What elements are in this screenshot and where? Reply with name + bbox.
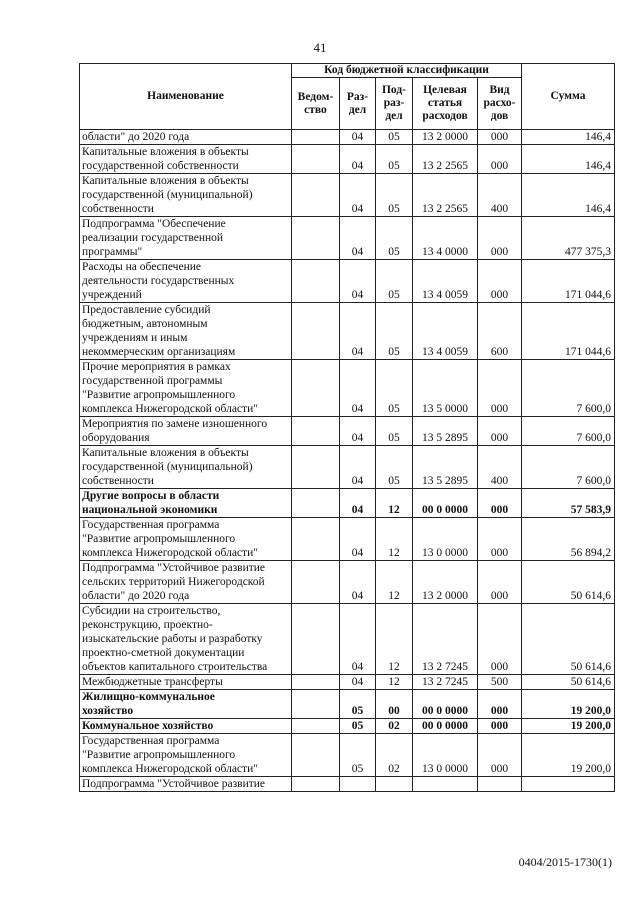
header-name: Наименование (80, 64, 292, 130)
table-row (80, 417, 615, 446)
header-vedomstvo: Ведом- ство (292, 78, 340, 130)
row-podrazdel: 05 (376, 303, 413, 360)
row-celevaya-statya: 00 0 0000 (413, 489, 478, 518)
header-celevaya-statya: Целевая статья расходов (413, 78, 478, 130)
row-celevaya-statya: 13 0 0000 (413, 734, 478, 777)
row-sum: 146,4 (522, 145, 615, 174)
row-razdel: 04 (340, 360, 376, 417)
header-razdel: Раз- дел (340, 78, 376, 130)
header-classification-group: Код бюджетной классификации (292, 64, 522, 78)
row-name: Мероприятия по замене изношенного оборудования (80, 417, 292, 446)
row-podrazdel: 12 (376, 518, 413, 561)
row-celevaya-statya: 13 4 0059 (413, 260, 478, 303)
row-vedomstvo (292, 604, 340, 675)
row-name: Расходы на обеспечение деятельности государственных учреждений (80, 260, 292, 303)
row-razdel: 04 (340, 417, 376, 446)
row-podrazdel (376, 777, 413, 792)
row-name: Прочие мероприятия в рамках государственной программы "Развитие агропромышленного комплекса Нижегородской области" (80, 360, 292, 417)
row-vid-raskhodov: 000 (478, 690, 522, 719)
row-sum: 477 375,3 (522, 217, 615, 260)
row-razdel: 05 (340, 734, 376, 777)
row-celevaya-statya: 13 2 0000 (413, 561, 478, 604)
header-podrazdel: Под- раз- дел (376, 78, 413, 130)
row-vid-raskhodov: 000 (478, 260, 522, 303)
row-celevaya-statya: 13 5 2895 (413, 417, 478, 446)
row-razdel: 05 (340, 690, 376, 719)
table-row (80, 360, 615, 417)
row-name: Капитальные вложения в объекты государственной собственности (80, 145, 292, 174)
row-vedomstvo (292, 489, 340, 518)
row-celevaya-statya: 13 0 0000 (413, 518, 478, 561)
row-celevaya-statya: 00 0 0000 (413, 719, 478, 734)
row-vid-raskhodov: 000 (478, 518, 522, 561)
row-vedomstvo (292, 675, 340, 690)
row-vedomstvo (292, 130, 340, 145)
row-vedomstvo (292, 719, 340, 734)
row-vid-raskhodov: 500 (478, 675, 522, 690)
row-podrazdel: 05 (376, 130, 413, 145)
document-code: 0404/2015-1730(1) (518, 855, 612, 869)
row-podrazdel: 12 (376, 604, 413, 675)
table-row (80, 518, 615, 561)
row-name: области" до 2020 года (80, 130, 292, 145)
row-name: Подпрограмма "Устойчивое развитие сельских территорий Нижегородской области" до 2020 года (80, 561, 292, 604)
budget-table (79, 63, 615, 792)
table-row (80, 690, 615, 719)
row-podrazdel: 02 (376, 734, 413, 777)
row-vedomstvo (292, 217, 340, 260)
row-razdel: 04 (340, 561, 376, 604)
page-number: 41 (313, 40, 327, 55)
row-vid-raskhodov: 000 (478, 360, 522, 417)
row-vedomstvo (292, 174, 340, 217)
row-vid-raskhodov: 000 (478, 719, 522, 734)
row-vedomstvo (292, 145, 340, 174)
table-body (80, 130, 615, 792)
table-row (80, 303, 615, 360)
row-celevaya-statya (413, 777, 478, 792)
row-name: Подпрограмма "Обеспечение реализации государственной программы" (80, 217, 292, 260)
row-name: Межбюджетные трансферты (80, 675, 292, 690)
row-celevaya-statya: 13 2 2565 (413, 145, 478, 174)
row-sum: 146,4 (522, 174, 615, 217)
row-sum: 19 200,0 (522, 734, 615, 777)
row-vedomstvo (292, 518, 340, 561)
row-vid-raskhodov: 400 (478, 174, 522, 217)
row-vedomstvo (292, 260, 340, 303)
row-vid-raskhodov: 400 (478, 446, 522, 489)
row-vedomstvo (292, 734, 340, 777)
row-razdel (340, 777, 376, 792)
row-celevaya-statya: 00 0 0000 (413, 690, 478, 719)
row-celevaya-statya: 13 2 2565 (413, 174, 478, 217)
row-podrazdel: 00 (376, 690, 413, 719)
table-row (80, 604, 615, 675)
table-row (80, 734, 615, 777)
row-celevaya-statya: 13 2 0000 (413, 130, 478, 145)
row-name: Подпрограмма "Устойчивое развитие (80, 777, 292, 792)
row-sum: 19 200,0 (522, 719, 615, 734)
header-vid-raskhodov: Вид расхо- дов (478, 78, 522, 130)
row-razdel: 04 (340, 518, 376, 561)
row-sum: 171 044,6 (522, 303, 615, 360)
row-vid-raskhodov: 000 (478, 417, 522, 446)
row-sum: 56 894,2 (522, 518, 615, 561)
row-vid-raskhodov: 000 (478, 217, 522, 260)
row-celevaya-statya: 13 4 0059 (413, 303, 478, 360)
row-razdel: 04 (340, 604, 376, 675)
table-row (80, 174, 615, 217)
row-vid-raskhodov (478, 777, 522, 792)
row-celevaya-statya: 13 5 2895 (413, 446, 478, 489)
row-celevaya-statya: 13 2 7245 (413, 675, 478, 690)
row-celevaya-statya: 13 4 0000 (413, 217, 478, 260)
row-podrazdel: 05 (376, 217, 413, 260)
table-header (80, 64, 615, 130)
header-sum: Сумма (522, 64, 615, 130)
row-name: Другие вопросы в области национальной экономики (80, 489, 292, 518)
row-podrazdel: 05 (376, 360, 413, 417)
row-sum: 7 600,0 (522, 360, 615, 417)
row-vedomstvo (292, 360, 340, 417)
row-podrazdel: 02 (376, 719, 413, 734)
row-name: Капитальные вложения в объекты государственной (муниципальной) собственности (80, 446, 292, 489)
row-podrazdel: 12 (376, 489, 413, 518)
row-razdel: 04 (340, 130, 376, 145)
row-sum (522, 777, 615, 792)
row-sum: 57 583,9 (522, 489, 615, 518)
row-celevaya-statya: 13 5 0000 (413, 360, 478, 417)
row-razdel: 04 (340, 675, 376, 690)
row-podrazdel: 05 (376, 446, 413, 489)
row-podrazdel: 05 (376, 260, 413, 303)
row-vedomstvo (292, 561, 340, 604)
row-razdel: 04 (340, 217, 376, 260)
row-vid-raskhodov: 000 (478, 130, 522, 145)
row-podrazdel: 12 (376, 561, 413, 604)
row-sum: 171 044,6 (522, 260, 615, 303)
table-row (80, 719, 615, 734)
row-razdel: 05 (340, 719, 376, 734)
row-vid-raskhodov: 600 (478, 303, 522, 360)
row-razdel: 04 (340, 174, 376, 217)
row-vedomstvo (292, 690, 340, 719)
row-sum: 7 600,0 (522, 446, 615, 489)
row-sum: 50 614,6 (522, 561, 615, 604)
row-vid-raskhodov: 000 (478, 734, 522, 777)
row-name: Коммунальное хозяйство (80, 719, 292, 734)
row-name: Предоставление субсидий бюджетным, автономным учреждениям и иным некоммерческим организациям (80, 303, 292, 360)
row-vid-raskhodov: 000 (478, 561, 522, 604)
row-sum: 50 614,6 (522, 675, 615, 690)
row-podrazdel: 05 (376, 145, 413, 174)
row-podrazdel: 12 (376, 675, 413, 690)
row-sum: 146,4 (522, 130, 615, 145)
table-row (80, 489, 615, 518)
row-celevaya-statya: 13 2 7245 (413, 604, 478, 675)
table-row (80, 777, 615, 792)
row-razdel: 04 (340, 260, 376, 303)
row-name: Субсидии на строительство, реконструкцию, проектно- изыскательские работы и разработку проектно-сметной документации объектов капитального строительства (80, 604, 292, 675)
row-vid-raskhodov: 000 (478, 604, 522, 675)
table-row (80, 217, 615, 260)
row-vid-raskhodov: 000 (478, 145, 522, 174)
row-razdel: 04 (340, 489, 376, 518)
row-vedomstvo (292, 777, 340, 792)
row-vedomstvo (292, 303, 340, 360)
table-row (80, 145, 615, 174)
table-row (80, 260, 615, 303)
row-vid-raskhodov: 000 (478, 489, 522, 518)
row-vedomstvo (292, 417, 340, 446)
table-row (80, 561, 615, 604)
row-sum: 7 600,0 (522, 417, 615, 446)
row-sum: 19 200,0 (522, 690, 615, 719)
row-razdel: 04 (340, 446, 376, 489)
table-row (80, 446, 615, 489)
row-podrazdel: 05 (376, 417, 413, 446)
row-name: Капитальные вложения в объекты государственной (муниципальной) собственности (80, 174, 292, 217)
row-podrazdel: 05 (376, 174, 413, 217)
row-name: Государственная программа "Развитие агропромышленного комплекса Нижегородской области" (80, 518, 292, 561)
row-razdel: 04 (340, 145, 376, 174)
row-sum: 50 614,6 (522, 604, 615, 675)
table-row (80, 130, 615, 145)
row-vedomstvo (292, 446, 340, 489)
row-name: Государственная программа "Развитие агропромышленного комплекса Нижегородской области" (80, 734, 292, 777)
row-name: Жилищно-коммунальное хозяйство (80, 690, 292, 719)
table-row (80, 675, 615, 690)
row-razdel: 04 (340, 303, 376, 360)
